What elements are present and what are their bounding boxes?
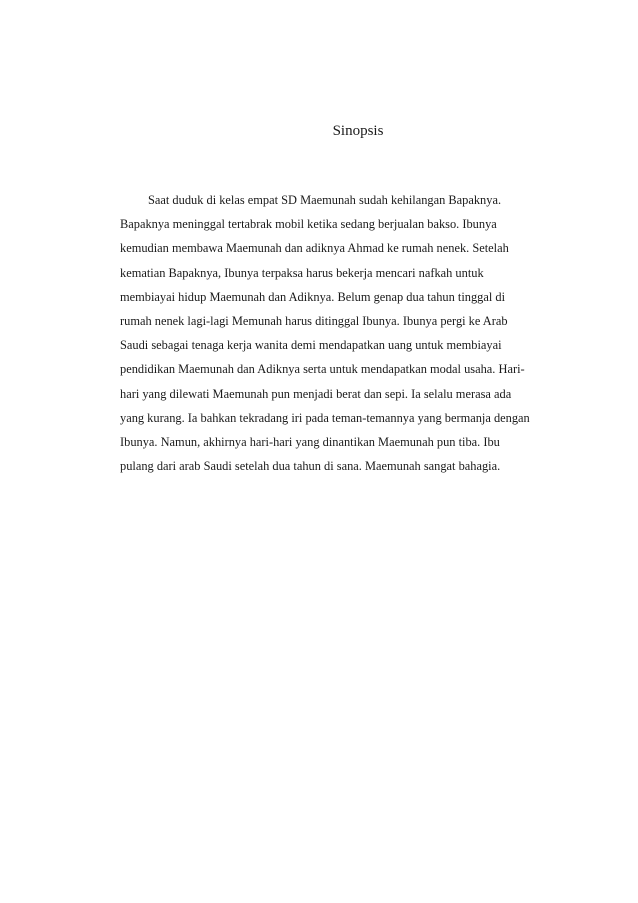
paragraph-line: kemudian membawa Maemunah dan adiknya Ahmad ke rumah nenek. Setelah (120, 241, 509, 256)
paragraph-line: yang kurang. Ia bahkan tekradang iri pada teman-temannya yang bermanja dengan (120, 410, 530, 425)
page-title: Sinopsis (332, 123, 384, 139)
paragraph-line: Saat duduk di kelas empat SD Maemunah sudah kehilangan Bapaknya. (148, 193, 502, 207)
paragraph-line: hari yang dilewati Maemunah pun menjadi berat dan sepi. Ia selalu merasa ada (120, 386, 512, 401)
paragraph-line: pendidikan Maemunah dan Adiknya serta untuk mendapatkan modal usaha. Hari- (120, 362, 525, 377)
paragraph-line: kematian Bapaknya, Ibunya terpaksa harus bekerja mencari nafkah untuk (120, 265, 484, 280)
synopsis-paragraph (120, 188, 540, 478)
paragraph-line: Bapaknya meninggal tertabrak mobil ketika sedang berjualan bakso. Ibunya (120, 217, 497, 232)
paragraph-line: Saudi sebagai tenaga kerja wanita demi mendapatkan uang untuk membiayai (120, 338, 502, 353)
paragraph-line: rumah nenek lagi-lagi Memunah harus ditinggal Ibunya. Ibunya pergi ke Arab (120, 314, 508, 329)
paragraph-line: Ibunya. Namun, akhirnya hari-hari yang dinantikan Maemunah pun tiba. Ibu (120, 435, 500, 450)
paragraph-line: pulang dari arab Saudi setelah dua tahun di sana. Maemunah sangat bahagia. (120, 459, 501, 474)
paragraph-line: membiayai hidup Maemunah dan Adiknya. Belum genap dua tahun tinggal di (120, 289, 506, 304)
